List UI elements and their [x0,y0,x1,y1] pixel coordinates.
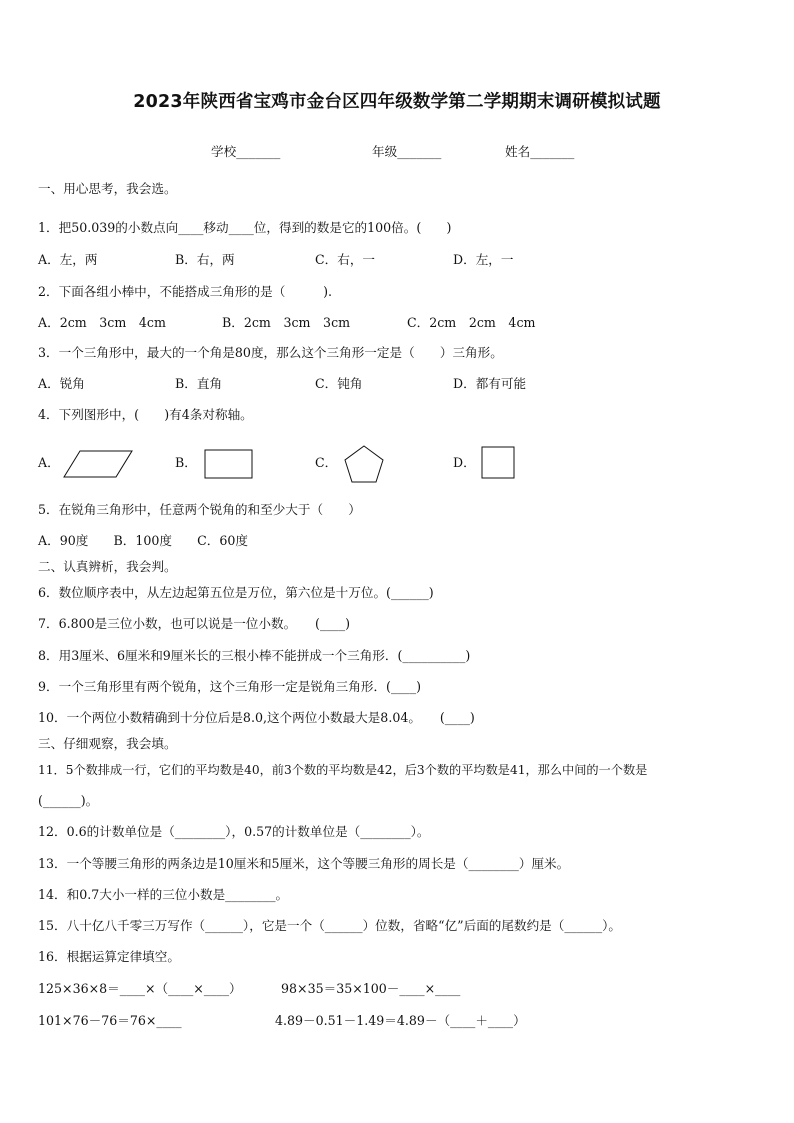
page-title: 2023年陕西省宝鸡市金台区四年级数学第二学期期末调研模拟试题 [133,92,661,112]
question-5: 5．在锐角三角形中，任意两个锐角的和至少大于（ ） [38,502,361,517]
question-15: 15．八十亿八千零三万写作（______），它是一个（______）位数，省略“亿”后面的尾数约是（______）。 [38,918,622,933]
q1-option-a: A．左，两 [38,252,98,267]
rectangle-icon [204,448,254,480]
question-9: 9．一个三角形里有两个锐角，这个三角形一定是锐角三角形．(____) [38,679,422,694]
question-8: 8．用3厘米、6厘米和9厘米长的三根小棒不能拼成一个三角形．(__________) [38,648,471,663]
grade-field: 年级_______ [372,144,442,159]
q2-option-b: B．2cm 3cm 3cm [222,315,351,330]
q4-option-b: B． [175,455,197,470]
question-7: 7．6.800是三位小数，也可以说是一位小数。 (____) [38,616,351,631]
q4-option-a: A． [38,455,60,470]
q16-expression-2: 98×35＝35×100－____×____ [281,981,461,996]
question-16: 16．根据运算定律填空。 [38,949,180,964]
q3-option-a: A．锐角 [38,376,85,391]
q1-option-d: D．左，一 [453,252,514,267]
section-heading-2: 二、认真辨析，我会判。 [38,559,177,574]
question-13: 13．一个等腰三角形的两条边是10厘米和5厘米，这个等腰三角形的周长是（________）厘米。 [38,856,570,871]
q4-option-c: C． [315,455,338,470]
q16-expression-3: 101×76－76＝76×____ [38,1013,182,1028]
q4-option-d: D． [453,455,476,470]
q16-expression-4: 4.89－0.51－1.49＝4.89－（____＋____） [275,1013,526,1028]
q2-option-c: C．2cm 2cm 4cm [407,315,536,330]
section-heading-3: 三、仔细观察，我会填。 [38,736,177,751]
parallelogram-icon [62,449,134,479]
question-1: 1．把50.039的小数点向____移动____位，得到的数是它的100倍。( ) [38,220,452,235]
question-10: 10．一个两位小数精确到十分位后是8.0,这个两位小数最大是8.04。 (____) [38,710,475,725]
q3-option-b: B．直角 [175,376,223,391]
q3-option-c: C．钝角 [315,376,363,391]
name-field: 姓名_______ [505,144,575,159]
q3-option-d: D．都有可能 [453,376,527,391]
question-14: 14．和0.7大小一样的三位小数是________。 [38,887,289,902]
question-3: 3．一个三角形中，最大的一个角是80度，那么这个三角形一定是（ ）三角形。 [38,345,503,360]
school-field: 学校_______ [211,144,281,159]
square-icon [481,446,517,480]
q16-expression-1: 125×36×8＝____×（____×____） [38,981,242,996]
question-12: 12．0.6的计数单位是（________），0.57的计数单位是（________）。 [38,824,430,839]
question-4: 4．下列图形中，( )有4条对称轴。 [38,407,253,422]
question-11: 11．5个数排成一行，它们的平均数是40，前3个数的平均数是42，后3个数的平均数是41，那么中间的一个数是 [38,763,648,777]
section-heading-1: 一、用心思考，我会选。 [38,181,177,196]
question-11-blank: (______)。 [38,793,99,808]
q5-options: A．90度 B．100度 C．60度 [38,533,249,548]
pentagon-icon [342,444,386,484]
question-2: 2．下面各组小棒中，不能搭成三角形的是（ ). [38,284,332,299]
question-6: 6．数位顺序表中，从左边起第五位是万位，第六位是十万位。(______) [38,585,434,600]
q1-option-c: C．右，一 [315,252,376,267]
q2-option-a: A．2cm 3cm 4cm [38,315,166,330]
q1-option-b: B．右，两 [175,252,235,267]
